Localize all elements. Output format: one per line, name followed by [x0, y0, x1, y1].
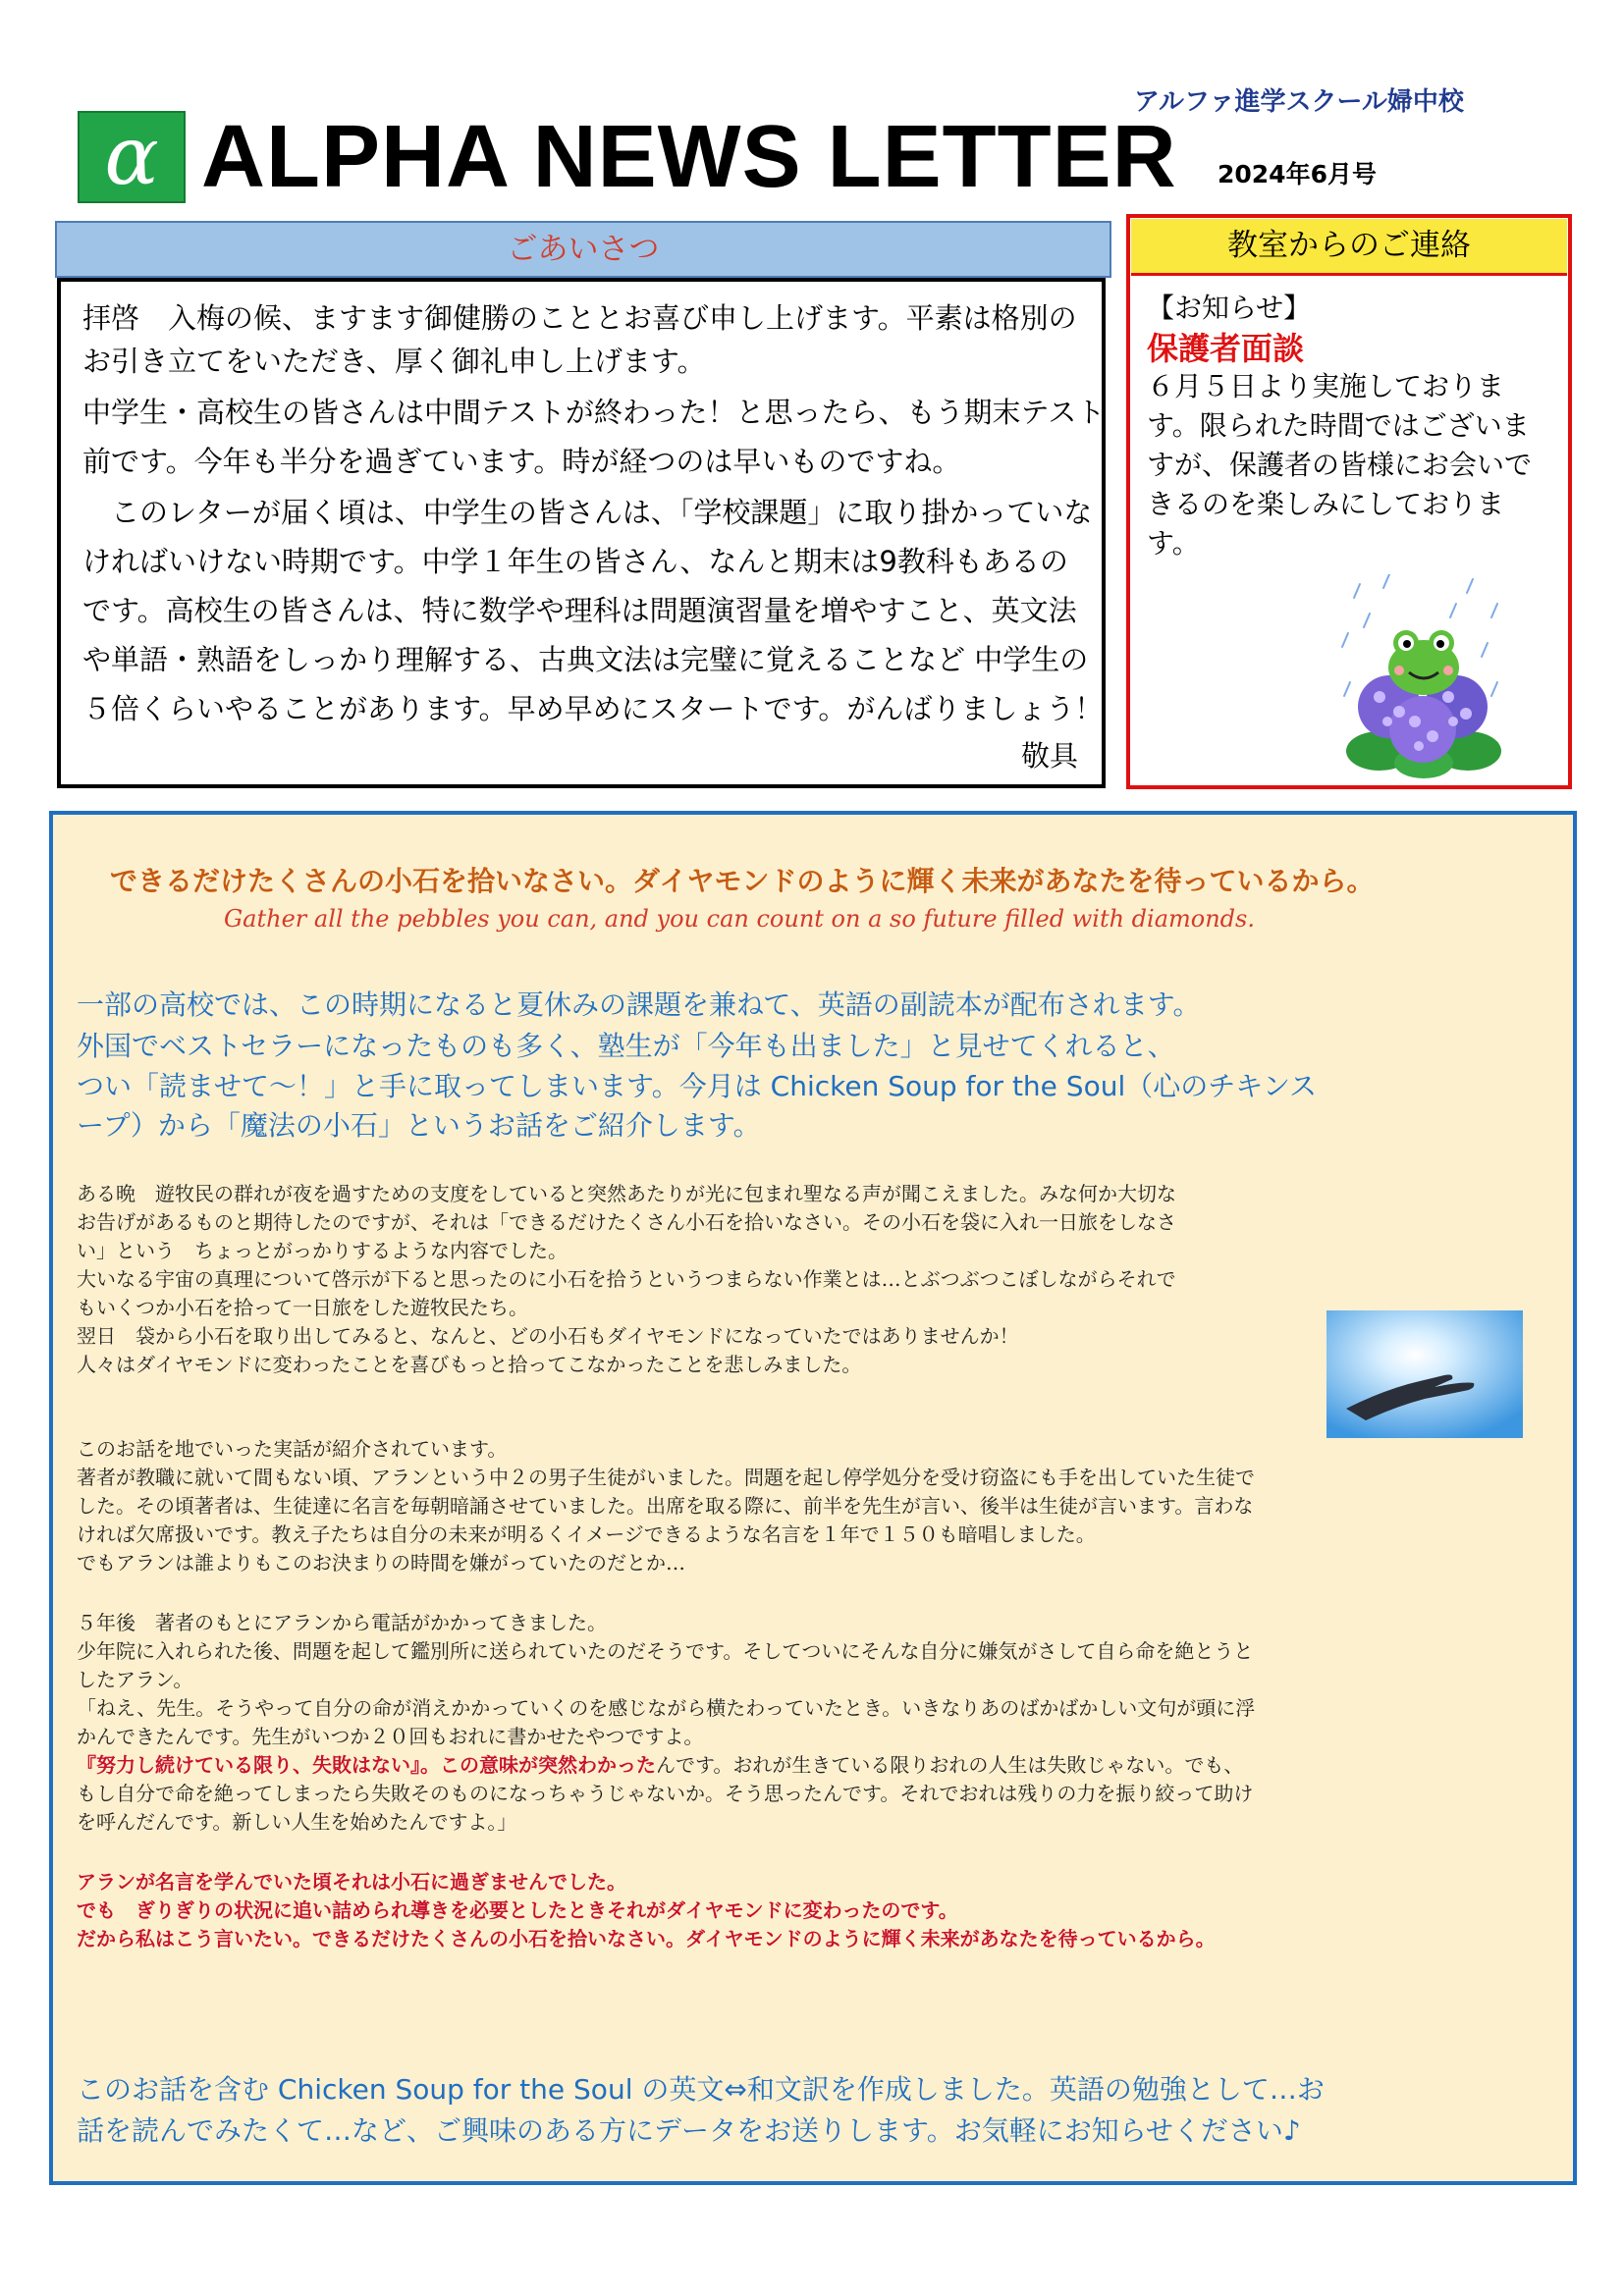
greeting-heading: ごあいさつ [55, 221, 1111, 278]
story-line: 翌日 袋から小石を取り出してみると、なんと、どの小石もダイヤモンドになっていたではありませんか！ [77, 1324, 1019, 1348]
greeting-line: お引き立てをいただき、厚く御礼申し上げます。 [82, 345, 706, 378]
story-line: 人々はダイヤモンドに変わったことを喜びもっと拾ってこなかったことを悲しみました。 [77, 1353, 862, 1376]
alpha-logo [78, 111, 186, 203]
greeting-line: です。高校生の皆さんは、特に数学や理科は問題演習量を増やすこと、英文法 [82, 594, 1077, 627]
greeting-line: ければいけない時期です。中学１年生の皆さん、なんと期末は9教科もあるの [82, 545, 1068, 578]
greeting-line: ５倍くらいやることがあります。早め早めにスタートです。がんばりましょう！ [82, 692, 1104, 725]
moral-line: だから私はこう言いたい。できるだけたくさんの小石を拾いなさい。ダイヤモンドのように輝く未来があなたを待っているから。 [77, 1927, 1216, 1950]
frog-hydrangea-illustration [1340, 574, 1507, 780]
sky-hand-photo-image [1326, 1310, 1523, 1438]
story-line: ければ欠席扱いです。教え子たちは自分の未来が明るくイメージできるような名言を１年で１５０も暗唱しました。 [77, 1522, 1096, 1546]
school-name: アルファ進学スクール婦中校 [1134, 87, 1464, 117]
intro-line: 外国でベストセラーになったものも多く、塾生が「今年も出ました」と見せてくれると、 [77, 1030, 1175, 1062]
logo-letter: α [104, 113, 159, 201]
moral-line: でも ぎりぎりの状況に追い詰められ導きを必要としたときそれがダイヤモンドに変わったのです。 [77, 1898, 958, 1922]
notice-line: すが、保護者の皆様にお会いで [1147, 449, 1533, 481]
notice-line: きるのを楽しみにしておりま [1147, 488, 1505, 520]
quote-english: Gather all the pebbles you can, and you can count on a so future filled with diamonds. [224, 905, 1255, 933]
contact-heading: 教室からのご連絡 [1131, 219, 1567, 276]
story-line: もいくつか小石を拾って一日旅をした遊牧民たち。 [77, 1296, 528, 1319]
story-line-highlight [77, 1752, 1243, 1778]
greeting-line: や単語・熟語をしっかり理解する、古典文法は完璧に覚えることなど 中学生の [82, 643, 1089, 676]
greeting-line: 前です。今年も半分を過ぎています。時が経つのは早いものですね。 [82, 445, 961, 478]
outro-line: 話を読んでみたくて…など、ご興味のある方にデータをお送りします。お気軽にお知らせください♪ [77, 2114, 1301, 2147]
greeting-closing: 敬具 [1021, 739, 1079, 773]
intro-line: ープ）から「魔法の小石」というお話をご紹介します。 [77, 1109, 761, 1142]
notice-title: 保護者面談 [1147, 330, 1305, 367]
story-line: した。その頃著者は、生徒達に名言を毎朝暗誦させていました。出席を取る際に、前半を先生が言い、後半は生徒が言います。言わな [77, 1494, 1254, 1518]
issue-date: 2024年6月号 [1218, 160, 1377, 188]
story-text: んです。おれが生きている限りおれの人生は失敗じゃない。でも、 [656, 1753, 1244, 1777]
story-line: い」という ちょっとがっかりするような内容でした。 [77, 1239, 568, 1262]
story-line: かんできたんです。先生がいつか２０回もおれに書かせたやつですよ。 [77, 1725, 704, 1748]
sky-hand-photo [1326, 1310, 1523, 1438]
greeting-line: このレターが届く頃は、中学生の皆さんは、「学校課題」に取り掛かっていな [82, 496, 1093, 529]
story-line: を呼んだんです。新しい人生を始めたんですよ。」 [77, 1810, 517, 1834]
moral-line: アランが名言を学んでいた頃それは小石に過ぎませんでした。 [77, 1870, 626, 1894]
story-line: ある晩 遊牧民の群れが夜を過すための支度をしていると突然あたりが光に包まれ聖なる声が聞こえました。みな何か大切な [77, 1182, 1176, 1205]
story-line: もし自分で命を絶ってしまったら失敗そのものになっちゃうじゃないか。そう思ったんです。それでおれは残りの力を振り絞って助け [77, 1782, 1254, 1805]
story-line: 「ねえ、先生。そうやって自分の命が消えかかっていくのを感じながら横たわっていたとき。いきなりあのばかばかしい文句が頭に浮 [77, 1696, 1256, 1720]
story-line: このお話を地でいった実話が紹介されています。 [77, 1437, 508, 1461]
story-line: ５年後 著者のもとにアランから電話がかかってきました。 [77, 1611, 607, 1634]
frog-hydrangea-icon [1340, 574, 1507, 780]
story-line: でもアランは誰よりもこのお決まりの時間を嫌がっていたのだとか… [77, 1551, 685, 1575]
story-line: したアラン。 [77, 1668, 193, 1691]
intro-line: 一部の高校では、この時期になると夏休みの課題を兼ねて、英語の副読本が配布されます。 [77, 988, 1201, 1021]
intro-line: つい「読ませて～！」と手に取ってしまいます。今月は Chicken Soup for the Soul（心のチキンス [77, 1070, 1318, 1102]
story-line: 少年院に入れられた後、問題を起して鑑別所に送られていたのだそうです。そしてついにそんな自分に嫌気がさして自ら命を絶とうと [77, 1639, 1254, 1663]
notice-line: す。限られた時間ではございま [1147, 409, 1530, 442]
newsletter-title: ALPHA NEWS LETTER [201, 108, 1177, 206]
alpha-logo-icon [80, 113, 184, 201]
outro-line: このお話を含む Chicken Soup for the Soul の英文⇔和文訳を作成しました。英語の勉強として…お [77, 2073, 1325, 2106]
notice-label: 【お知らせ】 [1147, 292, 1312, 324]
quote-japanese: できるだけたくさんの小石を拾いなさい。ダイヤモンドのように輝く未来があなたを待っているから。 [110, 865, 1375, 897]
story-line: 著者が教職に就いて間もない頃、アランという中２の男子生徒がいました。問題を起し停学処分を受け窃盗にも手を出していた生徒で [77, 1466, 1255, 1489]
notice-line: ６月５日より実施しておりま [1147, 370, 1505, 402]
notice-line: す。 [1147, 527, 1200, 560]
story-line: 大いなる宇宙の真理について啓示が下ると思ったのに小石を拾うというつまらない作業とは…とぶつぶつこぼしながらそれで [77, 1267, 1176, 1291]
story-line: お告げがあるものと期待したのですが、それは「できるだけたくさん小石を拾いなさい。その小石を袋に入れ一日旅をしなさ [77, 1210, 1176, 1234]
key-quote: 『努力し続けている限り、失敗はない』。この意味が突然わかった [77, 1753, 656, 1777]
greeting-line: 拝啓 入梅の候、ますます御健勝のこととお喜び申し上げます。平素は格別の [82, 301, 1077, 335]
greeting-line: 中学生・高校生の皆さんは中間テストが終わった！と思ったら、もう期末テスト [82, 396, 1106, 429]
